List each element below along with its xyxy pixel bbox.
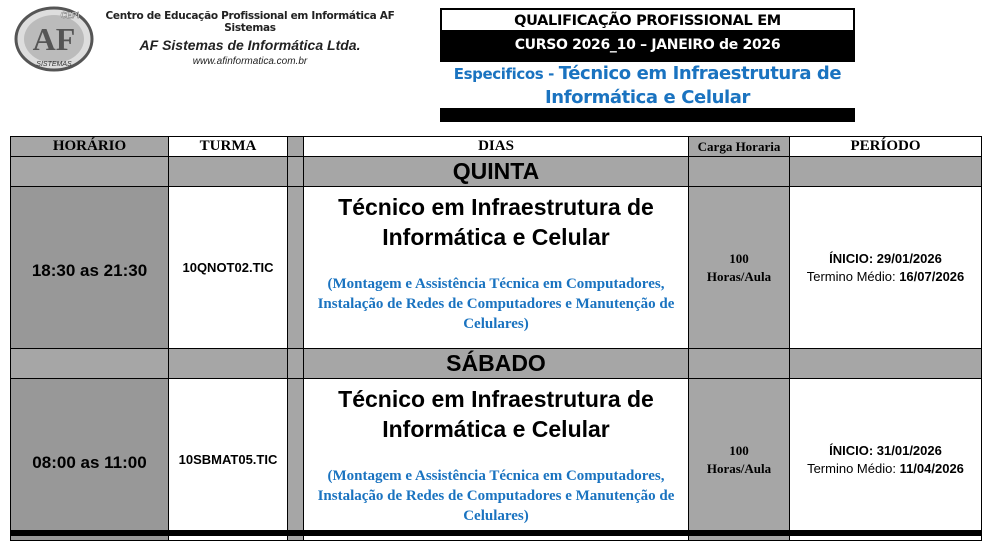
divider-bar xyxy=(440,108,855,124)
day-row xyxy=(11,157,982,187)
svg-text:SISTEMAS: SISTEMAS xyxy=(36,61,72,68)
org-name: Centro de Educação Profissional em Informática AF Sistemas xyxy=(105,10,395,34)
hours-cell xyxy=(689,187,790,349)
end-label: Termino Médio: xyxy=(807,460,900,476)
table-row xyxy=(11,187,982,349)
col-turma: TURMA xyxy=(169,137,288,157)
empty-cell xyxy=(169,349,288,379)
course-modules: (Montagem e Assistência Técnica em Computadores, Instalação de Redes de Computadores e Manutenção de Celulares) xyxy=(317,467,675,524)
course-cell xyxy=(304,379,689,541)
end-date: 11/04/2026 xyxy=(899,460,964,476)
end-date: 16/07/2026 xyxy=(899,268,965,284)
period-cell xyxy=(790,379,982,541)
course-modules: (Montagem e Assistência Técnica em Computadores, Instalação de Redes de Computadores e Manutenção de Celulares) xyxy=(317,275,675,332)
period-cell xyxy=(790,187,982,349)
time-cell: 18:30 as 21:30 xyxy=(11,187,169,349)
course-title: Técnico em Infraestrutura de Informática e Celular xyxy=(338,193,654,250)
course-edition: CURSO 2026_10 – JANEIRO de 2026 xyxy=(440,30,855,62)
col-carga: Carga Horaria xyxy=(689,137,790,157)
title-box xyxy=(440,4,855,122)
empty-cell xyxy=(11,349,169,379)
end-label: Termino Médio: xyxy=(806,268,900,284)
svg-text:AF: AF xyxy=(32,21,76,57)
turma-cell: 10QNOT02.TIC xyxy=(169,187,288,349)
hours-cell xyxy=(689,379,790,541)
hours-value: 100 xyxy=(729,442,749,458)
organization-info xyxy=(100,10,400,67)
turma-cell: 10SBMAT05.TIC xyxy=(169,379,288,541)
day-label: SÁBADO xyxy=(304,349,689,379)
page-title: QUALIFICAÇÃO PROFISSIONAL EM xyxy=(440,8,855,30)
col-dias: DIAS xyxy=(304,137,689,157)
time-cell: 08:00 as 11:00 xyxy=(11,379,169,541)
spacer-cell xyxy=(288,379,304,541)
bottom-border xyxy=(10,530,981,536)
org-website: www.afinformatica.com.br xyxy=(192,56,308,67)
empty-cell xyxy=(689,349,790,379)
course-cell xyxy=(304,187,689,349)
cepi-af-logo xyxy=(14,6,94,72)
spacer-cell xyxy=(288,187,304,349)
day-label: QUINTA xyxy=(304,157,689,187)
hours-unit: Horas/Aula xyxy=(706,460,772,476)
spacer-cell xyxy=(288,349,304,379)
day-row xyxy=(11,349,982,379)
empty-cell xyxy=(790,157,982,187)
start-date: ÍNICIO: 29/01/2026 xyxy=(829,250,942,266)
empty-cell xyxy=(790,349,982,379)
empty-cell xyxy=(11,157,169,187)
empty-cell xyxy=(689,157,790,187)
spacer-cell xyxy=(288,157,304,187)
table-header xyxy=(11,137,982,157)
subtitle-text: Técnico em Infraestrutura de Informática e Celular xyxy=(544,63,842,108)
start-date: ÍNICIO: 31/01/2026 xyxy=(829,442,942,458)
col-horario: HORÁRIO xyxy=(11,137,169,157)
spacer-cell xyxy=(288,137,304,157)
col-periodo: PERÍODO xyxy=(790,137,982,157)
subtitle-prefix: Especificos - xyxy=(453,65,559,83)
schedule-table xyxy=(10,136,982,541)
svg-text:CEPI: CEPI xyxy=(60,11,80,20)
course-subtitle xyxy=(440,62,855,109)
hours-value: 100 xyxy=(729,250,749,266)
table-row xyxy=(11,379,982,541)
empty-cell xyxy=(169,157,288,187)
hours-unit: Horas/Aula xyxy=(706,268,772,284)
course-title: Técnico em Infraestrutura de Informática e Celular xyxy=(338,385,654,442)
company-name: AF Sistemas de Informática Ltda. xyxy=(139,37,361,53)
